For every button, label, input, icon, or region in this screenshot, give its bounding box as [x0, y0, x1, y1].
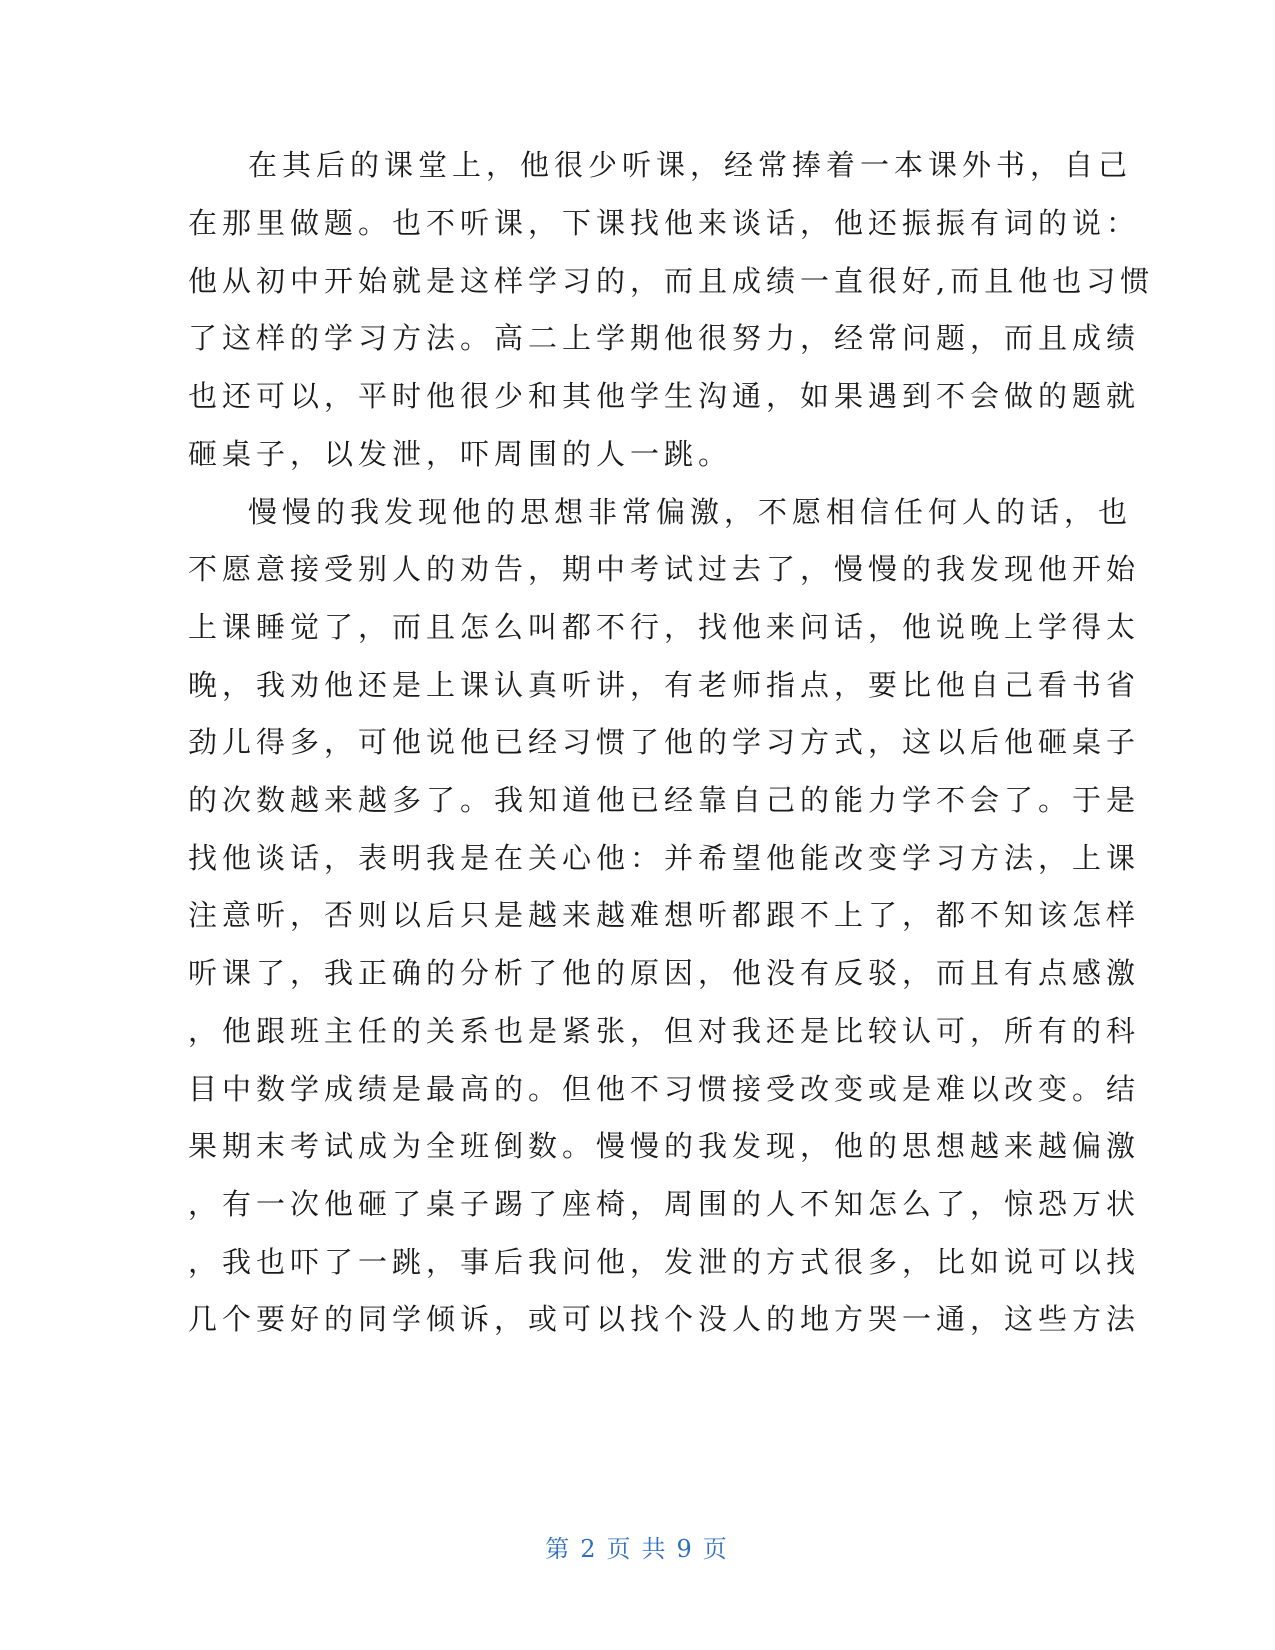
paragraph-2-line-6: 的次数越来越多了。我知道他已经靠自己的能力学不会了。于是: [188, 783, 1141, 817]
paragraph-2-line-4: 晚，我劝他还是上课认真听讲，有老师指点，要比他自己看书省: [188, 668, 1141, 702]
footer-page-word: 页: [606, 1535, 634, 1563]
paragraph-2-line-5: 劲儿得多，可他说他已经习惯了他的学习方式，这以后他砸桌子: [188, 725, 1141, 759]
footer-prefix: 第: [545, 1535, 573, 1563]
page-number-footer: [0, 1534, 1275, 1564]
footer-total-pages: 9: [676, 1535, 695, 1563]
footer-current-page: 2: [580, 1535, 599, 1563]
paragraph-1-line-3: 他从初中开始就是这样学习的，而且成绩一直很好,而且他也习惯: [188, 264, 1155, 298]
paragraph-2-line-13: ，有一次他砸了桌子踢了座椅，周围的人不知怎么了，惊恐万状: [188, 1187, 1141, 1221]
paragraph-2-line-10: ，他跟班主任的关系也是紧张，但对我还是比较认可，所有的科: [188, 1014, 1141, 1048]
paragraph-2-line-8: 注意听，否则以后只是越来越难想听都跟不上了，都不知该怎样: [188, 898, 1141, 932]
paragraph-2-line-14: ，我也吓了一跳，事后我问他，发泄的方式很多，比如说可以找: [188, 1245, 1141, 1279]
paragraph-1-line-1: 在其后的课堂上，他很少听课，经常捧着一本课外书，自己: [248, 148, 1133, 182]
paragraph-2-line-2: 不愿意接受别人的劝告，期中考试过去了，慢慢的我发现他开始: [188, 552, 1141, 586]
footer-suffix: 页: [702, 1535, 730, 1563]
paragraph-1-line-2: 在那里做题。也不听课，下课找他来谈话，他还振振有词的说：: [188, 206, 1141, 240]
paragraph-1-line-6: 砸桌子，以发泄，吓周围的人一跳。: [188, 437, 733, 471]
paragraph-1-line-5: 也还可以，平时他很少和其他学生沟通，如果遇到不会做的题就: [188, 379, 1141, 413]
paragraph-2-line-1: 慢慢的我发现他的思想非常偏激，不愿相信任何人的话，也: [248, 495, 1133, 529]
footer-total-word: 共: [641, 1535, 669, 1563]
paragraph-2-line-12: 果期末考试成为全班倒数。慢慢的我发现，他的思想越来越偏激: [188, 1129, 1141, 1163]
paragraph-2-line-7: 找他谈话，表明我是在关心他：并希望他能改变学习方法，上课: [188, 841, 1141, 875]
paragraph-1-line-4: 了这样的学习方法。高二上学期他很努力，经常问题，而且成绩: [188, 321, 1141, 355]
paragraph-2-line-9: 听课了，我正确的分析了他的原因，他没有反驳，而且有点感激: [188, 956, 1141, 990]
paragraph-2-line-11: 目中数学成绩是最高的。但他不习惯接受改变或是难以改变。结: [188, 1072, 1141, 1106]
paragraph-2-line-3: 上课睡觉了，而且怎么叫都不行，找他来问话，他说晚上学得太: [188, 610, 1141, 644]
paragraph-2-line-15: 几个要好的同学倾诉，或可以找个没人的地方哭一通，这些方法: [188, 1302, 1141, 1336]
